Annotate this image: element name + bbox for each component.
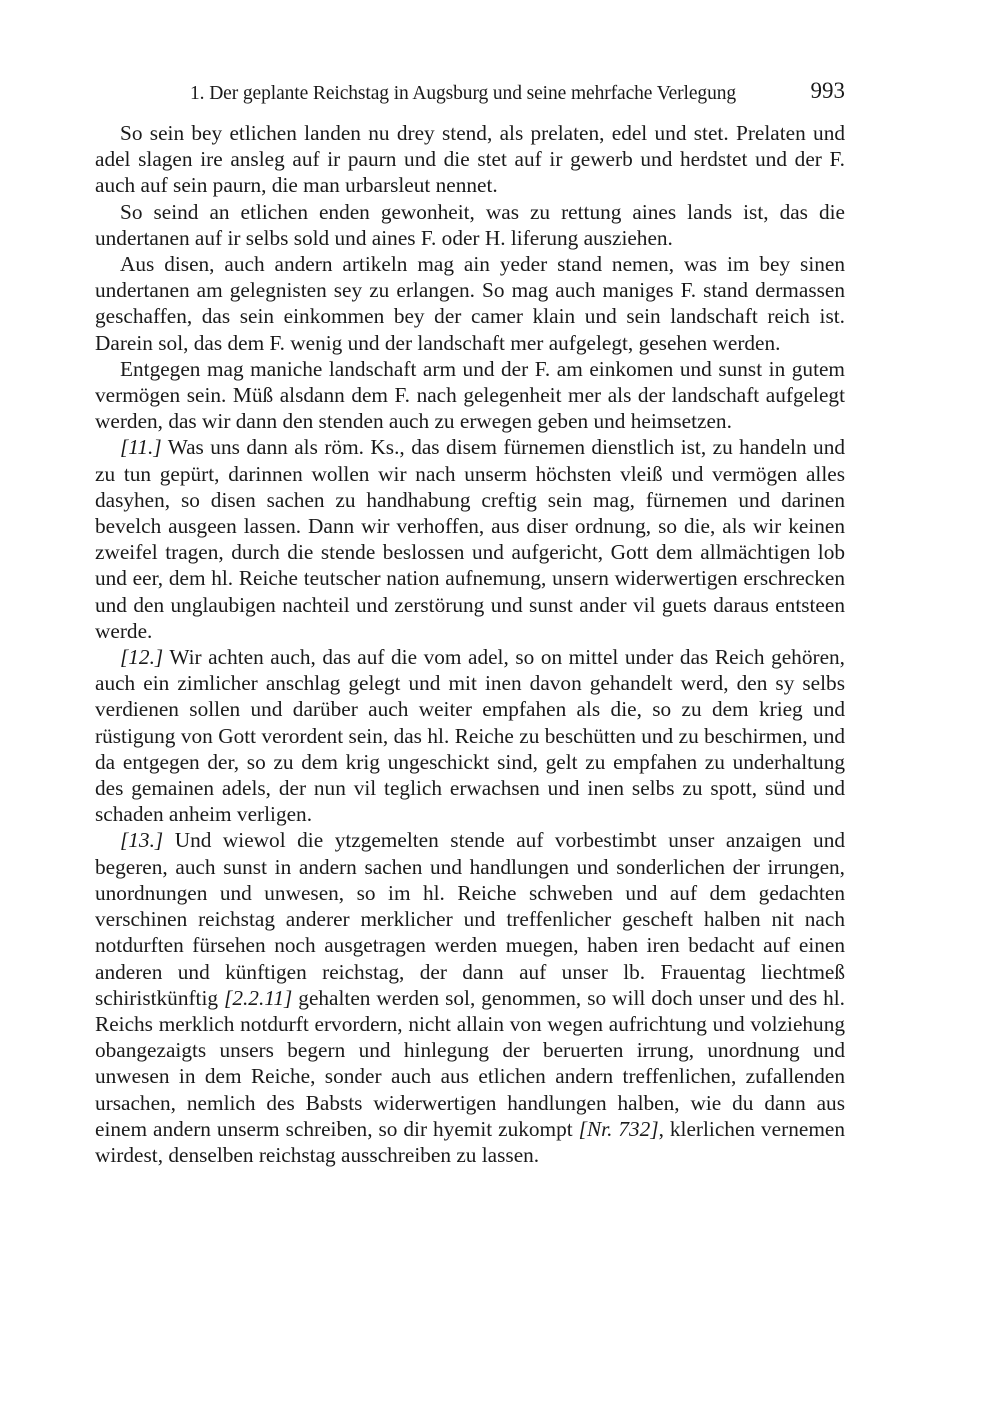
running-head [95,78,845,112]
date-reference: [2.2.11] [224,985,293,1010]
page-number: 993 [810,78,845,103]
paragraph-number: [11.] [120,435,162,460]
paragraph [95,120,845,199]
paragraph-text: Aus disen, auch andern artikeln mag ain yeder stand nemen, was im bey sinen undertanen am gelegnisten sey zu erlangen. So mag auch maniges F. stand dermassen geschaffen, das sein einkommen bey der camer klain und sein landschaft reich ist. Darein sol, das dem F. wenig und der landschaft mer aufgelegt, gesehen werden. [95,252,845,355]
paragraph-text: So sein bey etlichen landen nu drey stend, als prelaten, edel und stet. Prelaten und adel slagen ire ansleg auf ir paurn und die stet auf ir gewerb und herdstet und der F. auch auf sein paurn, die man urbarsleut nennet. [95,121,845,198]
body-text [95,120,845,1168]
paragraph [95,434,845,644]
paragraph-text: , klerlichen vernemen wirdest, denselben reichstag ausschreiben zu lassen. [95,1116,845,1167]
paragraph [95,644,845,827]
paragraph-text: Wir achten auch, das auf die vom adel, so on mittel under das Reich gehören, auch ein zimlicher anschlag gelegt und mit inen davon gehandelt werd, den sy selbs verdienen sollen und darüber auch weiter empfahen als die, so zu dem krieg und rüstigung von Gott verordent sein, das hl. Reiche zu beschütten und zu beschirmen, und da entgegen der, so zu dem krig ungeschickt sind, gelt zu empfahen zu underhaltung des gemainen adels, der nun vil teglich erwachsen und inen selbs zu spott, sünd und schaden anheim verligen. [95,645,845,827]
paragraph [95,199,845,251]
paragraph-text: Und wiewol die ytzgemelten stende auf vorbestimbt unser anzaigen und begeren, auch sunst in andern sachen und handlungen und sonderlichen der irrungen, unordnungen und unwesen, so im hl. Reiche schweben und auf dem gedachten verschinen reichstag anderer merklicher und treffenlicher gescheft halben nit nach notdurften fürsehen noch ausgetragen werden muegen, haben iren bedacht auf einen anderen und künftigen reichstag, der dann auf unser lb. Frauentag liechtmeß schiristkünftig [95,828,845,1010]
document-page [95,78,845,1168]
paragraph [95,356,845,435]
paragraph-number: [12.] [120,645,164,670]
document-reference: [Nr. 732] [578,1116,659,1141]
paragraph-text: gehalten werden sol, genommen, so will doch unser und des hl. Reichs merklich notdurft ervordern, nicht allain von wegen aufrichtung und volziehung obangezaigts unsers begern und hinlegung der beruerten irrung, unordnung und unwesen in dem Reiche, sonder auch aus etlichen andern treffenlichen, zufallenden ursachen, nemlich des Babsts widerwertigen handlungen halben, wie du dann aus einem andern unserm schreiben, so dir hyemit zukompt [95,985,846,1141]
paragraph [95,251,845,356]
paragraph-text: Was uns dann als röm. Ks., das disem fürnemen dienstlich ist, zu handeln und zu tun gepürt, darinnen wollen wir nach unserm höchsten vleiß und vermögen alles dasyhen, so disen sachen zu handhabung creftig sein mag, fürnemen und darinen bevelch ausgeen lassen. Dann wir verhoffen, aus diser ordnung, so die, als wir keinen zweifel tragen, durch die stende beslossen und aufgericht, Gott dem allmächtigen lob und eer, dem hl. Reiche teutscher nation aufnemung, unsern widerwertigen erschrecken und den unglaubigen nachteil und zerstörung und sunst ander vil guets daraus entsteen werde. [95,435,845,643]
paragraph-number: [13.] [120,828,164,853]
paragraph-text: So seind an etlichen enden gewonheit, was zu rettung aines lands ist, das die undertanen auf ir selbs sold und aines F. oder H. liferung ausziehen. [95,199,845,250]
paragraph [95,827,845,1168]
paragraph-text: Entgegen mag maniche landschaft arm und der F. am einkomen und sunst in gutem vermögen sein. Müß alsdann dem F. nach gelegenheit mer als der landschaft aufgelegt werden, das wir dann den stenden auch zu erwegen geben und heimsetzen. [95,356,845,434]
running-title: 1. Der geplante Reichstag in Augsburg und seine mehrfache Verlegung [190,83,737,104]
